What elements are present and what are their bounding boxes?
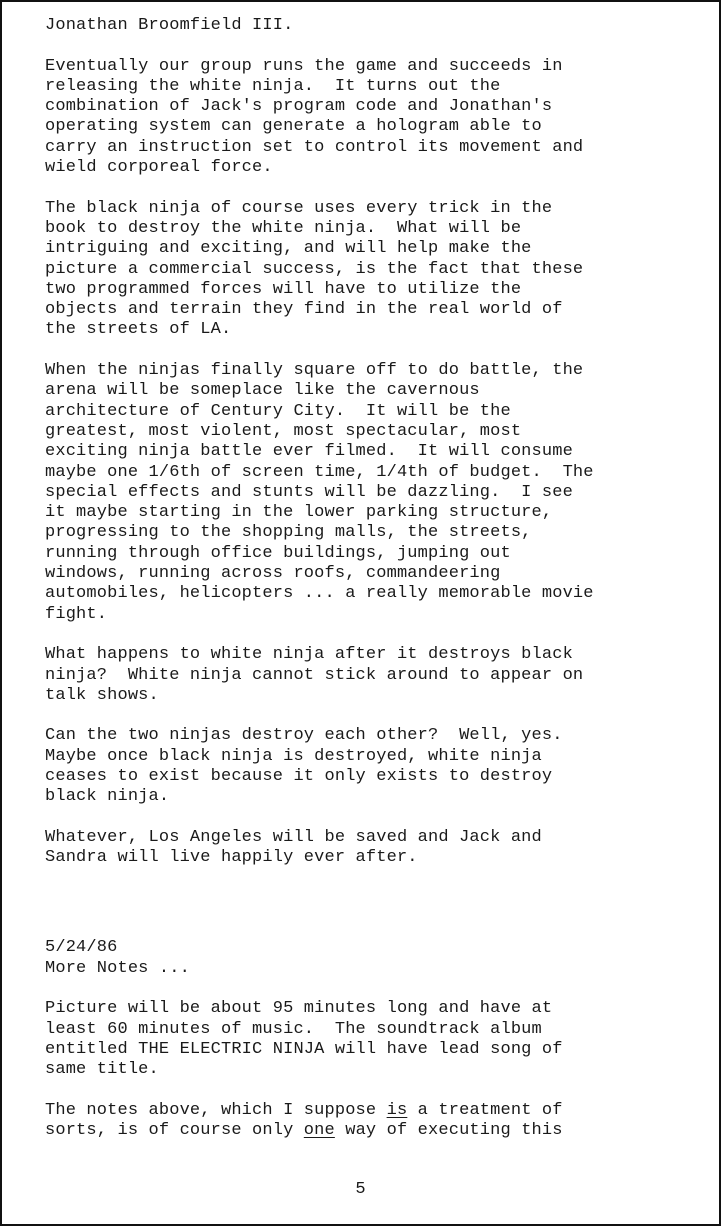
text-line: Sandra will live happily ever after. <box>45 848 418 868</box>
notes-paragraph <box>45 999 705 1080</box>
text-segment: a treatment of <box>407 1100 563 1120</box>
text-line: the streets of LA. <box>45 320 232 340</box>
paragraph-4 <box>45 645 705 706</box>
text-line: fight. <box>45 604 108 624</box>
text-line: automobiles, helicopters ... a really memorable movie <box>45 584 594 604</box>
text-line: windows, running across roofs, commandeering <box>45 564 501 584</box>
paragraph-3 <box>45 361 705 625</box>
text-line: objects and terrain they find in the real world of <box>45 300 563 320</box>
text-line: Whatever, Los Angeles will be saved and Jack and <box>45 827 542 847</box>
paragraph-5 <box>45 726 705 807</box>
text-line: When the ninjas finally square off to do battle, the <box>45 361 584 381</box>
heading-line: Jonathan Broomfield III. <box>45 16 294 35</box>
text-line: Maybe once black ninja is destroyed, white ninja <box>45 746 542 766</box>
document-body <box>45 16 705 1141</box>
notes-title: More Notes ... <box>45 958 190 978</box>
text-line: greatest, most violent, most spectacular, most <box>45 421 522 441</box>
notes-date: 5/24/86 <box>45 938 118 958</box>
text-line: intriguing and exciting, and will help make the <box>45 239 532 259</box>
text-line: ceases to exist because it only exists to destroy <box>45 766 553 786</box>
text-line: releasing the white ninja. It turns out the <box>45 76 501 96</box>
text-line: Eventually our group runs the game and succeeds in <box>45 56 563 76</box>
text-line: Can the two ninjas destroy each other? Well, yes. <box>45 726 563 746</box>
text-line: least 60 minutes of music. The soundtrack album <box>45 1019 542 1039</box>
underlined-word: one <box>303 1121 335 1141</box>
text-line: maybe one 1/6th of screen time, 1/4th of budget. The <box>45 462 594 482</box>
text-line: wield corporeal force. <box>45 158 273 178</box>
page-number: 5 <box>355 1180 366 1199</box>
text-line: it maybe starting in the lower parking structure, <box>45 503 553 523</box>
text-line: running through office buildings, jumping out <box>45 543 511 563</box>
text-line: progressing to the shopping malls, the streets, <box>45 523 532 543</box>
text-line: The black ninja of course uses every trick in the <box>45 198 553 218</box>
text-line: talk shows. <box>45 685 159 705</box>
text-segment: sorts, is of course only <box>45 1121 304 1141</box>
text-line: operating system can generate a hologram able to <box>45 117 542 137</box>
text-line: combination of Jack's program code and Jonathan's <box>45 97 553 117</box>
text-line: book to destroy the white ninja. What will be <box>45 218 522 238</box>
text-line: special effects and stunts will be dazzling. I see <box>45 482 573 502</box>
text-line <box>45 1121 705 1141</box>
text-line: exciting ninja battle ever filmed. It will consume <box>45 442 573 462</box>
final-paragraph <box>45 1101 705 1142</box>
paragraph-1 <box>45 57 705 179</box>
underlined-word: is <box>386 1100 408 1120</box>
text-line: black ninja. <box>45 787 170 807</box>
paragraph-6 <box>45 828 705 869</box>
text-line: carry an instruction set to control its movement and <box>45 137 584 157</box>
paragraph-2 <box>45 199 705 341</box>
text-line: What happens to white ninja after it destroys black <box>45 645 573 665</box>
text-line: two programmed forces will have to utilize the <box>45 279 522 299</box>
text-line: architecture of Century City. It will be the <box>45 401 511 421</box>
text-line: arena will be someplace like the cavernous <box>45 381 480 401</box>
text-segment: way of executing this <box>334 1121 563 1141</box>
text-line: same title. <box>45 1060 159 1080</box>
text-line: entitled THE ELECTRIC NINJA will have lead song of <box>45 1039 563 1059</box>
text-line: Picture will be about 95 minutes long and have at <box>45 999 553 1019</box>
text-segment: The notes above, which I suppose <box>45 1100 387 1120</box>
text-line: picture a commercial success, is the fact that these <box>45 259 584 279</box>
text-line <box>45 1101 705 1121</box>
text-line: ninja? White ninja cannot stick around to appear on <box>45 665 584 685</box>
